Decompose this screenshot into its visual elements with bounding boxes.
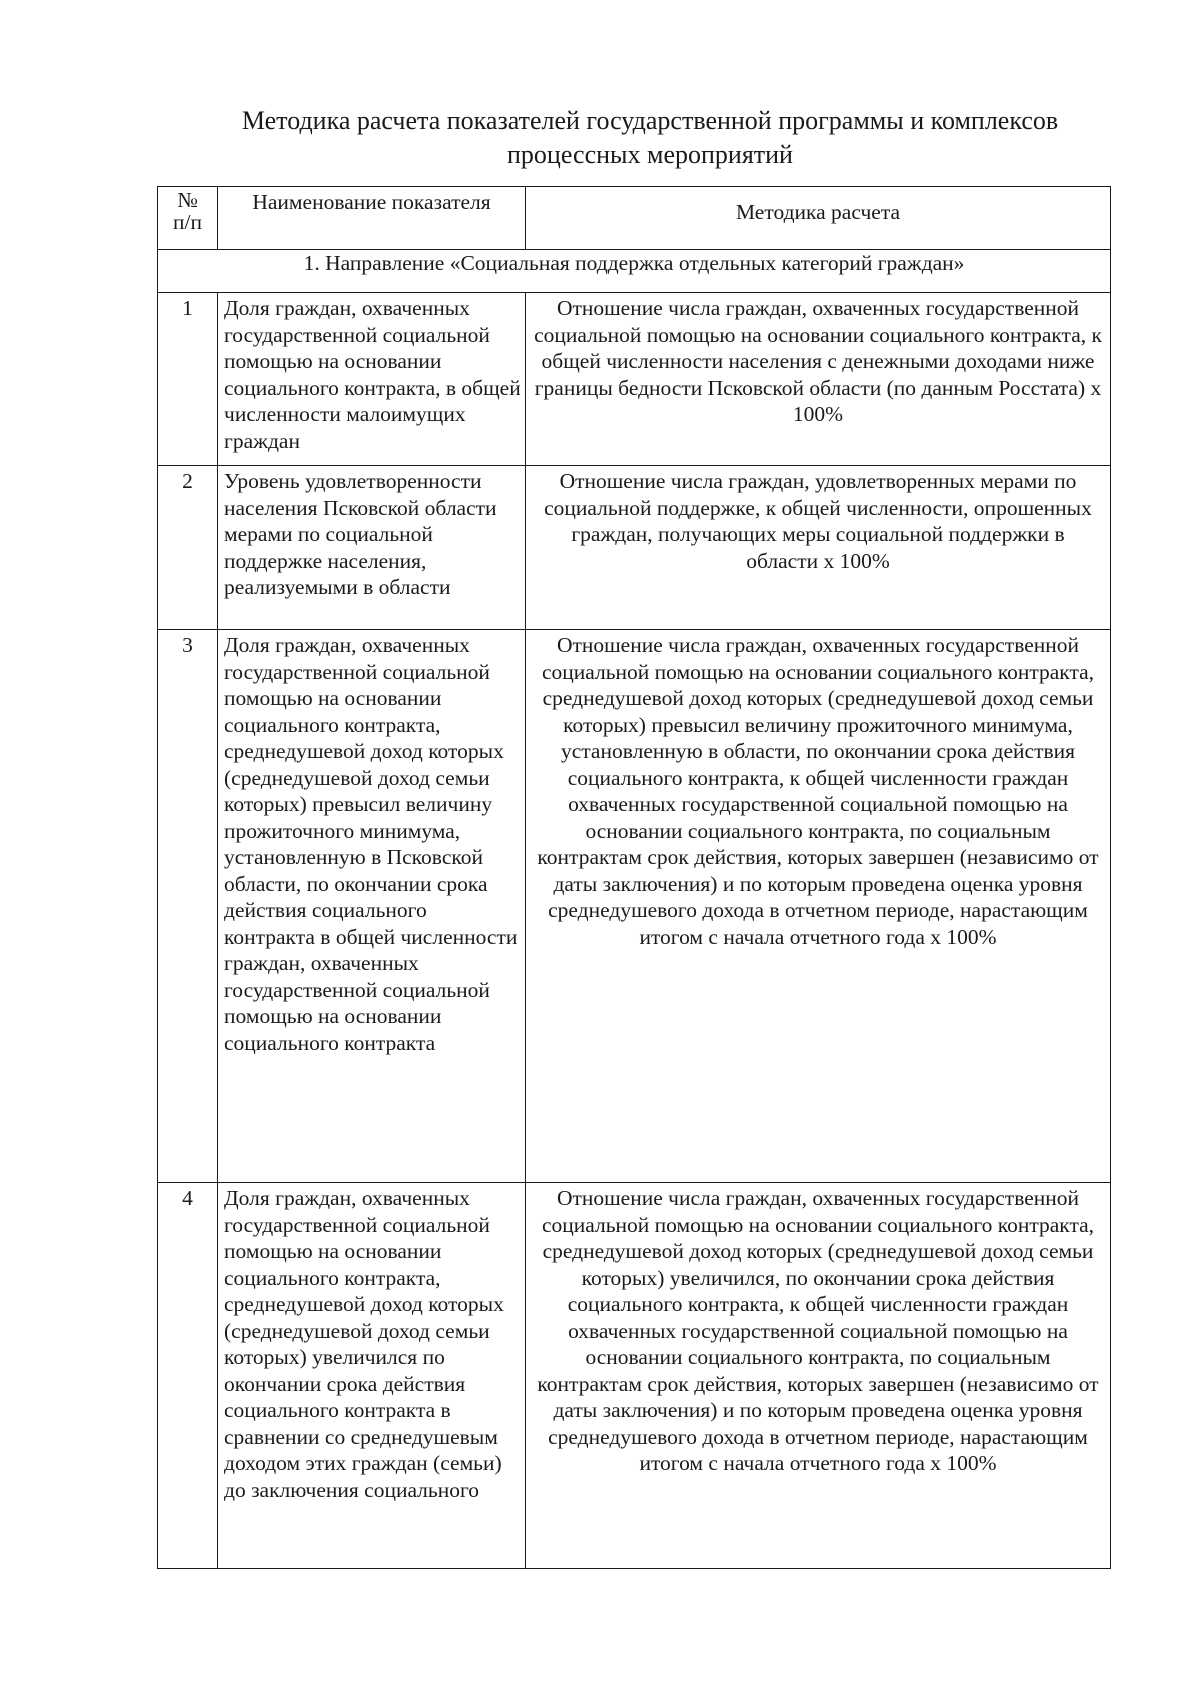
row-number: 3 — [158, 630, 218, 1183]
document-title-line1: Методика расчета показателей государственной программы и комплексов — [241, 106, 1059, 135]
table-row — [158, 293, 1111, 466]
table-row — [158, 466, 1111, 630]
header-calculation-method: Методика расчета — [526, 187, 1111, 250]
table-header-row — [158, 187, 1111, 250]
row-number: 2 — [158, 466, 218, 630]
row-indicator-name: Доля граждан, охваченных государственной социальной помощью на основании социального контракта, среднедушевой доход которых (среднедушевой доход семьи которых) увеличился по окончании срока действия социального контракта в сравнении со среднедушевым доходом этих граждан (семьи) до заключения социального — [218, 1183, 526, 1569]
indicators-table — [157, 186, 1111, 1569]
header-indicator-name: Наименование показателя — [218, 187, 526, 250]
row-calculation-method: Отношение числа граждан, охваченных государственной социальной помощью на основании социального контракта, к общей численности населения с денежными доходами ниже границы бедности Псковской области (по данным Росстата) х 100% — [526, 293, 1111, 466]
section-row — [158, 250, 1111, 293]
document-title — [150, 104, 1150, 172]
row-calculation-method: Отношение числа граждан, удовлетворенных мерами по социальной поддержке, к общей численности, опрошенных граждан, получающих меры социальной поддержки в области х 100% — [526, 466, 1111, 630]
row-indicator-name: Доля граждан, охваченных государственной социальной помощью на основании социального контракта, в общей численности малоимущих граждан — [218, 293, 526, 466]
row-number: 4 — [158, 1183, 218, 1569]
header-number-line2: п/п — [173, 210, 202, 234]
section-title: 1. Направление «Социальная поддержка отдельных категорий граждан» — [158, 250, 1111, 293]
table-row — [158, 630, 1111, 1183]
row-number: 1 — [158, 293, 218, 466]
row-indicator-name: Доля граждан, охваченных государственной социальной помощью на основании социального контракта, среднедушевой доход которых (среднедушевой доход семьи которых) превысил величину прожиточного минимума, установленную в Псковской области, по окончании срока действия социального контракта в общей численности граждан, охваченных государственной социальной помощью на основании социального контракта — [218, 630, 526, 1183]
header-number-line1: № — [177, 188, 198, 212]
table-row — [158, 1183, 1111, 1569]
row-calculation-method: Отношение числа граждан, охваченных государственной социальной помощью на основании социального контракта, среднедушевой доход которых (среднедушевой доход семьи которых) увеличился, по окончании срока действия социального контракта, к общей численности граждан охваченных государственной социальной помощью на основании социального контракта, по социальным контрактам срок действия, которых завершен (независимо от даты заключения) и по которым проведена оценка уровня среднедушевого дохода в отчетном периоде, нарастающим итогом с начала отчетного года х 100% — [526, 1183, 1111, 1569]
row-calculation-method: Отношение числа граждан, охваченных государственной социальной помощью на основании социального контракта, среднедушевой доход которых (среднедушевой доход семьи которых) превысил величину прожиточного минимума, установленную в области, по окончании срока действия социального контракта, к общей численности граждан охваченных государственной социальной помощью на основании социального контракта, по социальным контрактам срок действия, которых завершен (независимо от даты заключения) и по которым проведена оценка уровня среднедушевого дохода в отчетном периоде, нарастающим итогом с начала отчетного года х 100% — [526, 630, 1111, 1183]
row-indicator-name: Уровень удовлетворенности населения Псковской области мерами по социальной поддержке населения, реализуемыми в области — [218, 466, 526, 630]
header-number — [158, 187, 218, 250]
document-title-line2: процессных мероприятий — [507, 140, 793, 169]
